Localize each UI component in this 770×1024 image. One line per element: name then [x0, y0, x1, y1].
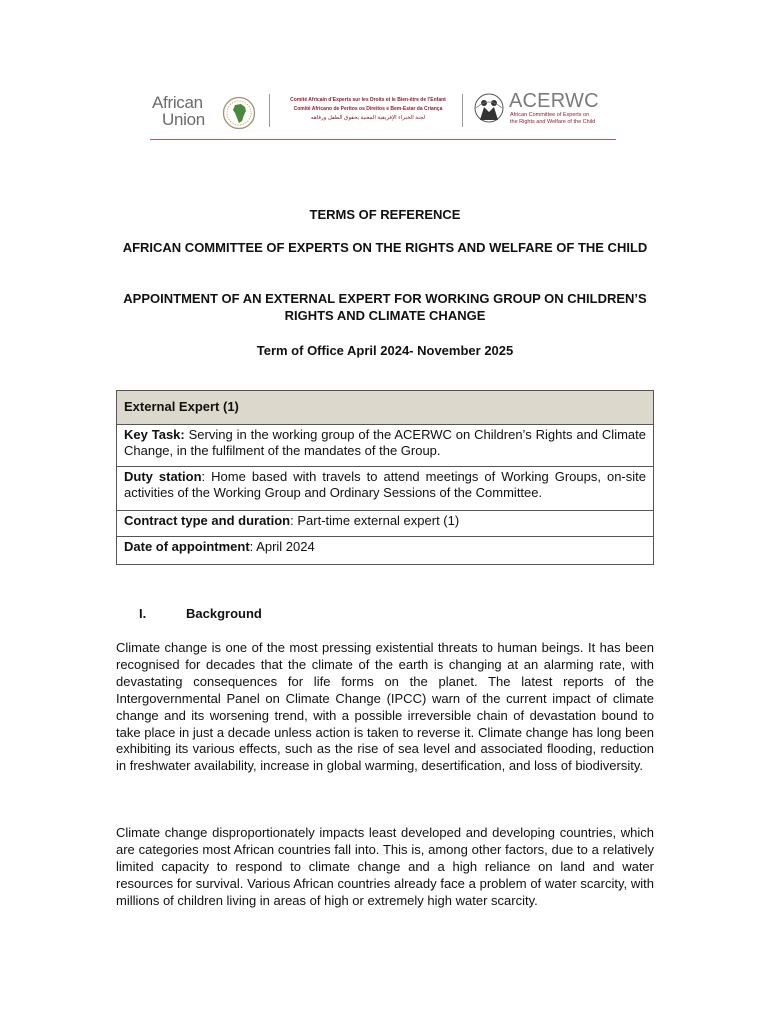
term-of-office: Term of Office April 2024- November 2025: [256, 343, 514, 358]
header-divider: [269, 94, 270, 127]
committee-title: AFRICAN COMMITTEE OF EXPERTS ON THE RIGHTS AND WELFARE OF THE CHILD: [122, 240, 648, 255]
header-divider: [462, 94, 463, 127]
committee-name-ar: لجنة الخبراء الإفريقية المعنية بحقوق الطفل ورفاهه: [310, 115, 426, 121]
acerwc-wordmark: ACERWC: [509, 90, 599, 112]
section-number: I.: [139, 606, 147, 621]
key-task-cell: Key Task: Serving in the working group of the ACERWC on Children’s Rights and Climate Change, in the fulfilment of the mandates of the Group.: [117, 425, 654, 467]
african-union-wordmark: African Union: [152, 93, 205, 129]
section-title: Background: [186, 606, 262, 621]
contract-type-cell: Contract type and duration: Part-time external expert (1): [117, 511, 654, 537]
letterhead: [150, 90, 616, 140]
position-header-cell: External Expert (1): [117, 391, 654, 425]
committee-name-fr: Comité Africain d’Experts sur les Droits et le Bien-être de l’Enfant: [290, 97, 446, 103]
africa-globe-icon: [222, 96, 256, 130]
background-paragraph-1: Climate change is one of the most pressing existential threats to human beings. It has been recognised for decades that the climate of the earth is changing at an alarming rate, with devastating consequences for life forms on the planet. The latest reports of the Intergovernmental Panel on Climate Change (IPCC) warn of the current impact of climate change and its worsening trend, with a possible irreversible chain of devastation bound to take place in just a decade unless action is taken to reverse it. Climate change has long been exhibiting its various effects, such as the rise of sea level and associated flooding, reduction in freshwater availability, increase in global warming, desertification, and loss of biodiversity.: [116, 640, 654, 774]
table-row: [117, 391, 654, 425]
date-of-appointment-cell: Date of appointment: April 2024: [117, 537, 654, 565]
acerwc-emblem-icon: [473, 92, 505, 126]
table-row: [117, 511, 654, 537]
table-row: [117, 467, 654, 511]
background-paragraph-2: Climate change disproportionately impacts least developed and developing countries, which are categories most African countries fall into. This is, among other factors, due to a relatively limited capacity to respond to climate change and a high reliance on land and water resources for survival. Various African countries already face a problem of water scarcity, with millions of children living in areas of high or extremely high water scarcity.: [116, 825, 654, 908]
table-row: [117, 537, 654, 565]
duty-station-cell: Duty station: Home based with travels to attend meetings of Working Groups, on-site activities of the Working Group and Ordinary Sessions of the Committee.: [117, 467, 654, 511]
header-rule: [150, 139, 616, 140]
appointment-title: APPOINTMENT OF AN EXTERNAL EXPERT FOR WORKING GROUP ON CHILDREN’S RIGHTS AND CLIMATE CHANGE: [123, 291, 647, 323]
document-type-title: TERMS OF REFERENCE: [309, 207, 461, 222]
position-details-table: [116, 390, 654, 565]
committee-names-block: [278, 96, 458, 123]
african-union-logo: [152, 94, 262, 134]
table-row: [117, 425, 654, 467]
acerwc-subtitle: African Committee of Experts on the Rights and Welfare of the Child: [510, 112, 596, 125]
committee-name-pt: Comité Africano de Peritos os Direitos e Bem-Estar da Criança: [293, 106, 443, 112]
